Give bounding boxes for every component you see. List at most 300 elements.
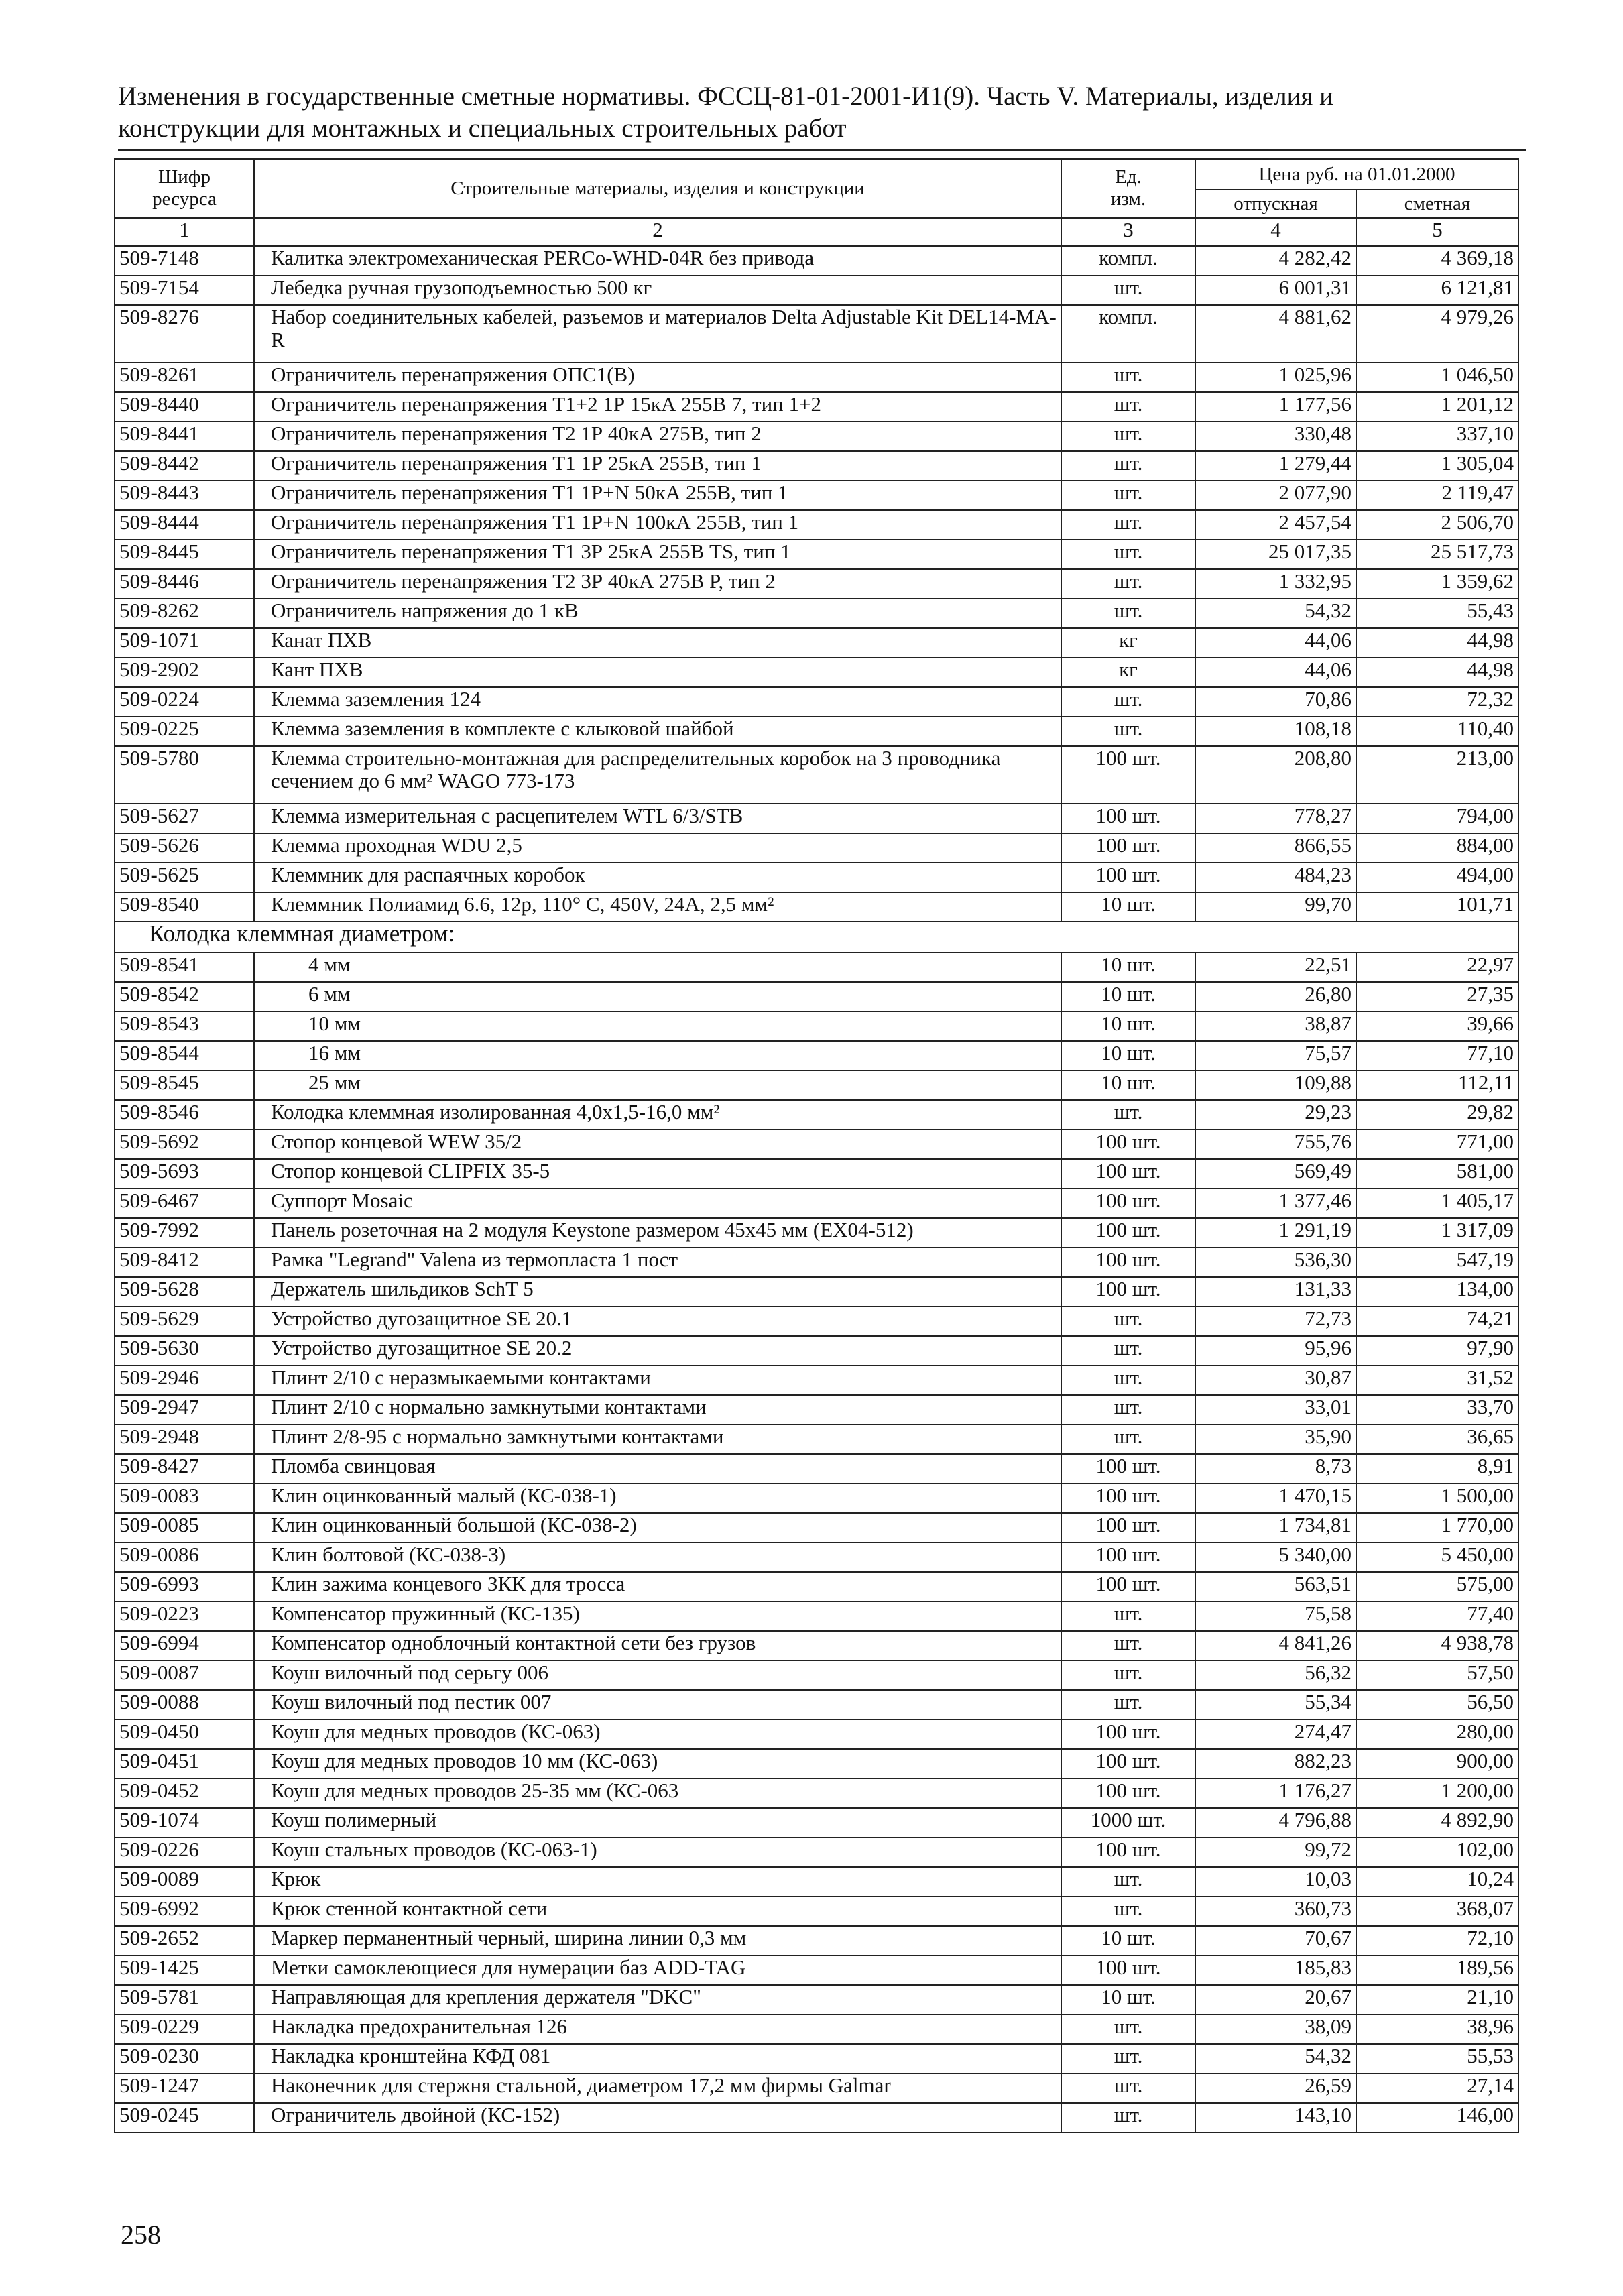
column-number: 4 [1195, 218, 1356, 246]
table-row [115, 1454, 1518, 1484]
table-row [115, 1218, 1518, 1248]
resource-code: 509-6993 [115, 1572, 254, 1602]
resource-code: 509-7148 [115, 246, 254, 276]
table-row [115, 1336, 1518, 1366]
estimate-price: 494,00 [1356, 863, 1518, 892]
release-price: 72,73 [1195, 1307, 1356, 1336]
column-number: 3 [1061, 218, 1195, 246]
unit: 10 шт. [1061, 953, 1195, 982]
release-price: 1 332,95 [1195, 569, 1356, 599]
table-row [115, 1012, 1518, 1041]
material-name: 4 мм [254, 953, 1061, 982]
unit: шт. [1061, 363, 1195, 392]
resource-code: 509-7992 [115, 1218, 254, 1248]
material-name: Ограничитель перенапряжения Т2 1Р 40кА 275В, тип 2 [254, 422, 1061, 451]
release-price: 569,49 [1195, 1159, 1356, 1189]
estimate-price: 213,00 [1356, 746, 1518, 804]
resource-code: 509-0087 [115, 1660, 254, 1690]
material-name: Ограничитель перенапряжения Т1 3Р 25кА 255В TS, тип 1 [254, 540, 1061, 569]
material-name: Метки самоклеющиеся для нумерации баз ADD-TAG [254, 1955, 1061, 1985]
resource-code: 509-0225 [115, 717, 254, 746]
table-row [115, 2014, 1518, 2044]
release-price: 35,90 [1195, 1425, 1356, 1454]
material-name: Клин оцинкованный малый (КС-038-1) [254, 1484, 1061, 1513]
header-price: Цена руб. на 01.01.2000 [1195, 159, 1518, 190]
release-price: 99,72 [1195, 1837, 1356, 1867]
estimate-price: 4 979,26 [1356, 305, 1518, 363]
estimate-price: 4 892,90 [1356, 1808, 1518, 1837]
estimate-price: 77,40 [1356, 1602, 1518, 1631]
material-name: Коуш полимерный [254, 1808, 1061, 1837]
estimate-price: 1 046,50 [1356, 363, 1518, 392]
estimate-price: 2 506,70 [1356, 510, 1518, 540]
resource-code: 509-0223 [115, 1602, 254, 1631]
release-price: 44,06 [1195, 628, 1356, 658]
resource-code: 509-5627 [115, 804, 254, 833]
resource-code: 509-8442 [115, 451, 254, 481]
table-row [115, 863, 1518, 892]
table-row [115, 892, 1518, 922]
table-row [115, 1484, 1518, 1513]
estimate-price: 112,11 [1356, 1071, 1518, 1100]
estimate-price: 189,56 [1356, 1955, 1518, 1985]
table-row [115, 717, 1518, 746]
estimate-price: 900,00 [1356, 1749, 1518, 1778]
unit: шт. [1061, 569, 1195, 599]
table-row [115, 1867, 1518, 1896]
estimate-price: 2 119,47 [1356, 481, 1518, 510]
resource-code: 509-8276 [115, 305, 254, 363]
resource-code: 509-0226 [115, 1837, 254, 1867]
unit: шт. [1061, 451, 1195, 481]
table-row [115, 2103, 1518, 2132]
unit: кг [1061, 628, 1195, 658]
estimate-price: 38,96 [1356, 2014, 1518, 2044]
unit: шт. [1061, 1336, 1195, 1366]
table-row [115, 422, 1518, 451]
table-row [115, 1041, 1518, 1071]
table-row [115, 1159, 1518, 1189]
unit: компл. [1061, 305, 1195, 363]
release-price: 866,55 [1195, 833, 1356, 863]
estimate-price: 27,35 [1356, 982, 1518, 1012]
estimate-price: 5 450,00 [1356, 1543, 1518, 1572]
resource-code: 509-8427 [115, 1454, 254, 1484]
table-row [115, 1690, 1518, 1719]
unit: 100 шт. [1061, 833, 1195, 863]
material-name: Клемма проходная WDU 2,5 [254, 833, 1061, 863]
estimate-price: 21,10 [1356, 1985, 1518, 2014]
material-name: Держатель шильдиков SchT 5 [254, 1277, 1061, 1307]
unit: шт. [1061, 1425, 1195, 1454]
resource-code: 509-5628 [115, 1277, 254, 1307]
estimate-price: 44,98 [1356, 658, 1518, 687]
release-price: 1 177,56 [1195, 392, 1356, 422]
release-price: 1 470,15 [1195, 1484, 1356, 1513]
unit: шт. [1061, 1307, 1195, 1336]
resource-code: 509-1074 [115, 1808, 254, 1837]
resource-code: 509-0229 [115, 2014, 254, 2044]
release-price: 1 176,27 [1195, 1778, 1356, 1808]
header-unit-line1: Ед. [1115, 166, 1142, 188]
release-price: 563,51 [1195, 1572, 1356, 1602]
unit: кг [1061, 658, 1195, 687]
release-price: 4 282,42 [1195, 246, 1356, 276]
group-title: Колодка клеммная диаметром: [115, 922, 1518, 953]
table-row [115, 1248, 1518, 1277]
table-row [115, 305, 1518, 363]
header-divider [118, 149, 1526, 151]
unit: 10 шт. [1061, 1071, 1195, 1100]
material-name: Крюк [254, 1867, 1061, 1896]
resource-code: 509-6467 [115, 1189, 254, 1218]
table-row [115, 1366, 1518, 1395]
estimate-price: 8,91 [1356, 1454, 1518, 1484]
release-price: 778,27 [1195, 804, 1356, 833]
header-code-line2: ресурса [152, 188, 217, 210]
header-code-line1: Шифр [158, 166, 211, 188]
estimate-price: 1 317,09 [1356, 1218, 1518, 1248]
unit: шт. [1061, 2103, 1195, 2132]
unit: шт. [1061, 687, 1195, 717]
resource-code: 509-5693 [115, 1159, 254, 1189]
material-name: Набор соединительных кабелей, разъемов и материалов Delta Adjustable Kit DEL14-MA-R [254, 305, 1061, 363]
resource-code: 509-2946 [115, 1366, 254, 1395]
unit: шт. [1061, 276, 1195, 305]
estimate-price: 33,70 [1356, 1395, 1518, 1425]
table-row [115, 1896, 1518, 1926]
unit: шт. [1061, 1100, 1195, 1130]
resource-code: 509-8541 [115, 953, 254, 982]
unit: 100 шт. [1061, 1454, 1195, 1484]
estimate-price: 280,00 [1356, 1719, 1518, 1749]
unit: шт. [1061, 510, 1195, 540]
material-name: Накладка предохранительная 126 [254, 2014, 1061, 2044]
estimate-price: 575,00 [1356, 1572, 1518, 1602]
material-name: Ограничитель перенапряжения Т1 1Р 25кА 255В, тип 1 [254, 451, 1061, 481]
table-body-sub [115, 953, 1518, 1100]
material-name: Ограничитель напряжения до 1 кВ [254, 599, 1061, 628]
table-row [115, 804, 1518, 833]
table-row [115, 246, 1518, 276]
material-name: Коуш вилочный под пестик 007 [254, 1690, 1061, 1719]
resource-code: 509-0452 [115, 1778, 254, 1808]
resource-code: 509-8440 [115, 392, 254, 422]
estimate-price: 31,52 [1356, 1366, 1518, 1395]
estimate-price: 1 405,17 [1356, 1189, 1518, 1218]
table-row [115, 953, 1518, 982]
release-price: 330,48 [1195, 422, 1356, 451]
estimate-price: 22,97 [1356, 953, 1518, 982]
release-price: 131,33 [1195, 1277, 1356, 1307]
estimate-price: 4 938,78 [1356, 1631, 1518, 1660]
column-number: 2 [254, 218, 1061, 246]
unit: шт. [1061, 540, 1195, 569]
material-name: Устройство дугозащитное SE 20.1 [254, 1307, 1061, 1336]
release-price: 26,80 [1195, 982, 1356, 1012]
page-header [118, 80, 1526, 145]
unit: 10 шт. [1061, 1985, 1195, 2014]
release-price: 4 796,88 [1195, 1808, 1356, 1837]
resource-code: 509-0450 [115, 1719, 254, 1749]
price-table [114, 158, 1519, 2133]
table-row [115, 569, 1518, 599]
release-price: 25 017,35 [1195, 540, 1356, 569]
material-name: Калитка электромеханическая PERCo-WHD-04R без привода [254, 246, 1061, 276]
estimate-price: 97,90 [1356, 1336, 1518, 1366]
resource-code: 509-1425 [115, 1955, 254, 1985]
release-price: 1 377,46 [1195, 1189, 1356, 1218]
release-price: 109,88 [1195, 1071, 1356, 1100]
release-price: 54,32 [1195, 2044, 1356, 2073]
resource-code: 509-0085 [115, 1513, 254, 1543]
table-row [115, 1189, 1518, 1218]
unit: 100 шт. [1061, 1218, 1195, 1248]
estimate-price: 884,00 [1356, 833, 1518, 863]
material-name: Ограничитель перенапряжения Т1 1Р+N 50кА 255В, тип 1 [254, 481, 1061, 510]
table-row [115, 658, 1518, 687]
resource-code: 509-2947 [115, 1395, 254, 1425]
resource-code: 509-2948 [115, 1425, 254, 1454]
estimate-price: 74,21 [1356, 1307, 1518, 1336]
resource-code: 509-8441 [115, 422, 254, 451]
header-unit-line2: изм. [1110, 188, 1146, 210]
table-row [115, 540, 1518, 569]
resource-code: 509-8546 [115, 1100, 254, 1130]
resource-code: 509-0089 [115, 1867, 254, 1896]
resource-code: 509-5625 [115, 863, 254, 892]
table-row [115, 1425, 1518, 1454]
header-name: Строительные материалы, изделия и конструкции [254, 159, 1061, 218]
table-row [115, 1631, 1518, 1660]
material-name: Клемма строительно-монтажная для распределительных коробок на 3 проводника сечением до 6 мм² WAGO 773-173 [254, 746, 1061, 804]
estimate-price: 337,10 [1356, 422, 1518, 451]
table-row [115, 510, 1518, 540]
unit: 100 шт. [1061, 1572, 1195, 1602]
group-section [115, 922, 1518, 953]
material-name: 10 мм [254, 1012, 1061, 1041]
release-price: 29,23 [1195, 1100, 1356, 1130]
table-row [115, 746, 1518, 804]
estimate-price: 1 770,00 [1356, 1513, 1518, 1543]
release-price: 1 291,19 [1195, 1218, 1356, 1248]
material-name: Коуш вилочный под серьгу 006 [254, 1660, 1061, 1690]
unit: шт. [1061, 2044, 1195, 2073]
group-header-row [115, 922, 1518, 953]
table-body-b [115, 1100, 1518, 2132]
material-name: Пломба свинцовая [254, 1454, 1061, 1484]
material-name: Клин зажима концевого ЗКК для тросса [254, 1572, 1061, 1602]
table-row [115, 481, 1518, 510]
material-name: Компенсатор пружинный (КС-135) [254, 1602, 1061, 1631]
release-price: 2 457,54 [1195, 510, 1356, 540]
material-name: Наконечник для стержня стальной, диаметром 17,2 мм фирмы Galmar [254, 2073, 1061, 2103]
material-name: Коуш стальных проводов (КС-063-1) [254, 1837, 1061, 1867]
estimate-price: 39,66 [1356, 1012, 1518, 1041]
table-body-a [115, 246, 1518, 922]
estimate-price: 1 500,00 [1356, 1484, 1518, 1513]
unit: шт. [1061, 392, 1195, 422]
material-name: Клеммник Полиамид 6.6, 12р, 110° С, 450V, 24А, 2,5 мм² [254, 892, 1061, 922]
unit: 10 шт. [1061, 982, 1195, 1012]
release-price: 26,59 [1195, 2073, 1356, 2103]
estimate-price: 72,32 [1356, 687, 1518, 717]
table-row [115, 982, 1518, 1012]
material-name: Клемма измерительная с расцепителем WTL 6/3/STB [254, 804, 1061, 833]
release-price: 38,87 [1195, 1012, 1356, 1041]
release-price: 55,34 [1195, 1690, 1356, 1719]
table-row [115, 1985, 1518, 2014]
release-price: 30,87 [1195, 1366, 1356, 1395]
material-name: Плинт 2/10 с неразмыкаемыми контактами [254, 1366, 1061, 1395]
unit: 1000 шт. [1061, 1808, 1195, 1837]
unit: 100 шт. [1061, 1543, 1195, 1572]
release-price: 75,58 [1195, 1602, 1356, 1631]
release-price: 54,32 [1195, 599, 1356, 628]
table-row [115, 392, 1518, 422]
release-price: 360,73 [1195, 1896, 1356, 1926]
material-name: Накладка кронштейна КФД 081 [254, 2044, 1061, 2073]
resource-code: 509-0451 [115, 1749, 254, 1778]
header-title-line-2: конструкции для монтажных и специальных строительных работ [118, 114, 847, 143]
resource-code: 509-7154 [115, 276, 254, 305]
unit: 100 шт. [1061, 804, 1195, 833]
estimate-price: 6 121,81 [1356, 276, 1518, 305]
resource-code: 509-2652 [115, 1926, 254, 1955]
resource-code: 509-8446 [115, 569, 254, 599]
resource-code: 509-8543 [115, 1012, 254, 1041]
material-name: Коуш для медных проводов 25-35 мм (КС-063 [254, 1778, 1061, 1808]
unit: 100 шт. [1061, 1130, 1195, 1159]
material-name: Ограничитель перенапряжения Т1 1Р+N 100кА 255В, тип 1 [254, 510, 1061, 540]
resource-code: 509-8444 [115, 510, 254, 540]
unit: шт. [1061, 422, 1195, 451]
unit: 100 шт. [1061, 1719, 1195, 1749]
material-name: Ограничитель двойной (КС-152) [254, 2103, 1061, 2132]
unit: шт. [1061, 1631, 1195, 1660]
table-row [115, 1572, 1518, 1602]
resource-code: 509-8261 [115, 363, 254, 392]
estimate-price: 581,00 [1356, 1159, 1518, 1189]
material-name: Клемма заземления 124 [254, 687, 1061, 717]
header-release-price: отпускная [1195, 190, 1356, 218]
release-price: 484,23 [1195, 863, 1356, 892]
resource-code: 509-0086 [115, 1543, 254, 1572]
estimate-price: 110,40 [1356, 717, 1518, 746]
resource-code: 509-5626 [115, 833, 254, 863]
release-price: 44,06 [1195, 658, 1356, 687]
unit: шт. [1061, 1896, 1195, 1926]
release-price: 4 841,26 [1195, 1631, 1356, 1660]
release-price: 882,23 [1195, 1749, 1356, 1778]
header-unit [1061, 159, 1195, 218]
resource-code: 509-5692 [115, 1130, 254, 1159]
table-row [115, 1307, 1518, 1336]
material-name: Стопор концевой CLIPFIX 35-5 [254, 1159, 1061, 1189]
material-name: Крюк стенной контактной сети [254, 1896, 1061, 1926]
release-price: 1 734,81 [1195, 1513, 1356, 1543]
estimate-price: 146,00 [1356, 2103, 1518, 2132]
material-name: Клин болтовой (КС-038-3) [254, 1543, 1061, 1572]
unit: шт. [1061, 1395, 1195, 1425]
material-name: Кант ПХВ [254, 658, 1061, 687]
release-price: 99,70 [1195, 892, 1356, 922]
release-price: 536,30 [1195, 1248, 1356, 1277]
unit: 10 шт. [1061, 1926, 1195, 1955]
unit: 100 шт. [1061, 1837, 1195, 1867]
release-price: 1 279,44 [1195, 451, 1356, 481]
release-price: 38,09 [1195, 2014, 1356, 2044]
release-price: 185,83 [1195, 1955, 1356, 1985]
unit: 100 шт. [1061, 1513, 1195, 1543]
resource-code: 509-8412 [115, 1248, 254, 1277]
material-name: Коуш для медных проводов 10 мм (КС-063) [254, 1749, 1061, 1778]
material-name: Стопор концевой WEW 35/2 [254, 1130, 1061, 1159]
header-title-line-1: Изменения в государственные сметные нормативы. ФССЦ-81-01-2001-И1(9). Часть V. Материалы, изделия и [118, 82, 1334, 111]
unit: шт. [1061, 2014, 1195, 2044]
unit: 100 шт. [1061, 863, 1195, 892]
release-price: 56,32 [1195, 1660, 1356, 1690]
table-row [115, 2073, 1518, 2103]
table-row [115, 1130, 1518, 1159]
estimate-price: 4 369,18 [1356, 246, 1518, 276]
release-price: 274,47 [1195, 1719, 1356, 1749]
table-row [115, 1071, 1518, 1100]
table-row [115, 628, 1518, 658]
estimate-price: 10,24 [1356, 1867, 1518, 1896]
material-name: Клин оцинкованный большой (КС-038-2) [254, 1513, 1061, 1543]
release-price: 2 077,90 [1195, 481, 1356, 510]
estimate-price: 55,53 [1356, 2044, 1518, 2073]
estimate-price: 29,82 [1356, 1100, 1518, 1130]
unit: компл. [1061, 246, 1195, 276]
estimate-price: 56,50 [1356, 1690, 1518, 1719]
unit: 10 шт. [1061, 1012, 1195, 1041]
release-price: 22,51 [1195, 953, 1356, 982]
material-name: Лебедка ручная грузоподъемностью 500 кг [254, 276, 1061, 305]
unit: шт. [1061, 717, 1195, 746]
release-price: 10,03 [1195, 1867, 1356, 1896]
table-row [115, 687, 1518, 717]
release-price: 75,57 [1195, 1041, 1356, 1071]
table-row [115, 1602, 1518, 1631]
table-row [115, 833, 1518, 863]
unit: шт. [1061, 1366, 1195, 1395]
material-name: 25 мм [254, 1071, 1061, 1100]
estimate-price: 27,14 [1356, 2073, 1518, 2103]
release-price: 208,80 [1195, 746, 1356, 804]
unit: 100 шт. [1061, 1778, 1195, 1808]
unit: 100 шт. [1061, 1189, 1195, 1218]
table-row [115, 1749, 1518, 1778]
resource-code: 509-0230 [115, 2044, 254, 2073]
release-price: 33,01 [1195, 1395, 1356, 1425]
resource-code: 509-0245 [115, 2103, 254, 2132]
release-price: 1 025,96 [1195, 363, 1356, 392]
header-estimate-price: сметная [1356, 190, 1518, 218]
resource-code: 509-6994 [115, 1631, 254, 1660]
material-name: Направляющая для крепления держателя "DKC" [254, 1985, 1061, 2014]
resource-code: 509-6992 [115, 1896, 254, 1926]
unit: шт. [1061, 599, 1195, 628]
estimate-price: 55,43 [1356, 599, 1518, 628]
unit: 100 шт. [1061, 1277, 1195, 1307]
release-price: 70,86 [1195, 687, 1356, 717]
material-name: Канат ПХВ [254, 628, 1061, 658]
resource-code: 509-8542 [115, 982, 254, 1012]
table-row [115, 276, 1518, 305]
release-price: 755,76 [1195, 1130, 1356, 1159]
